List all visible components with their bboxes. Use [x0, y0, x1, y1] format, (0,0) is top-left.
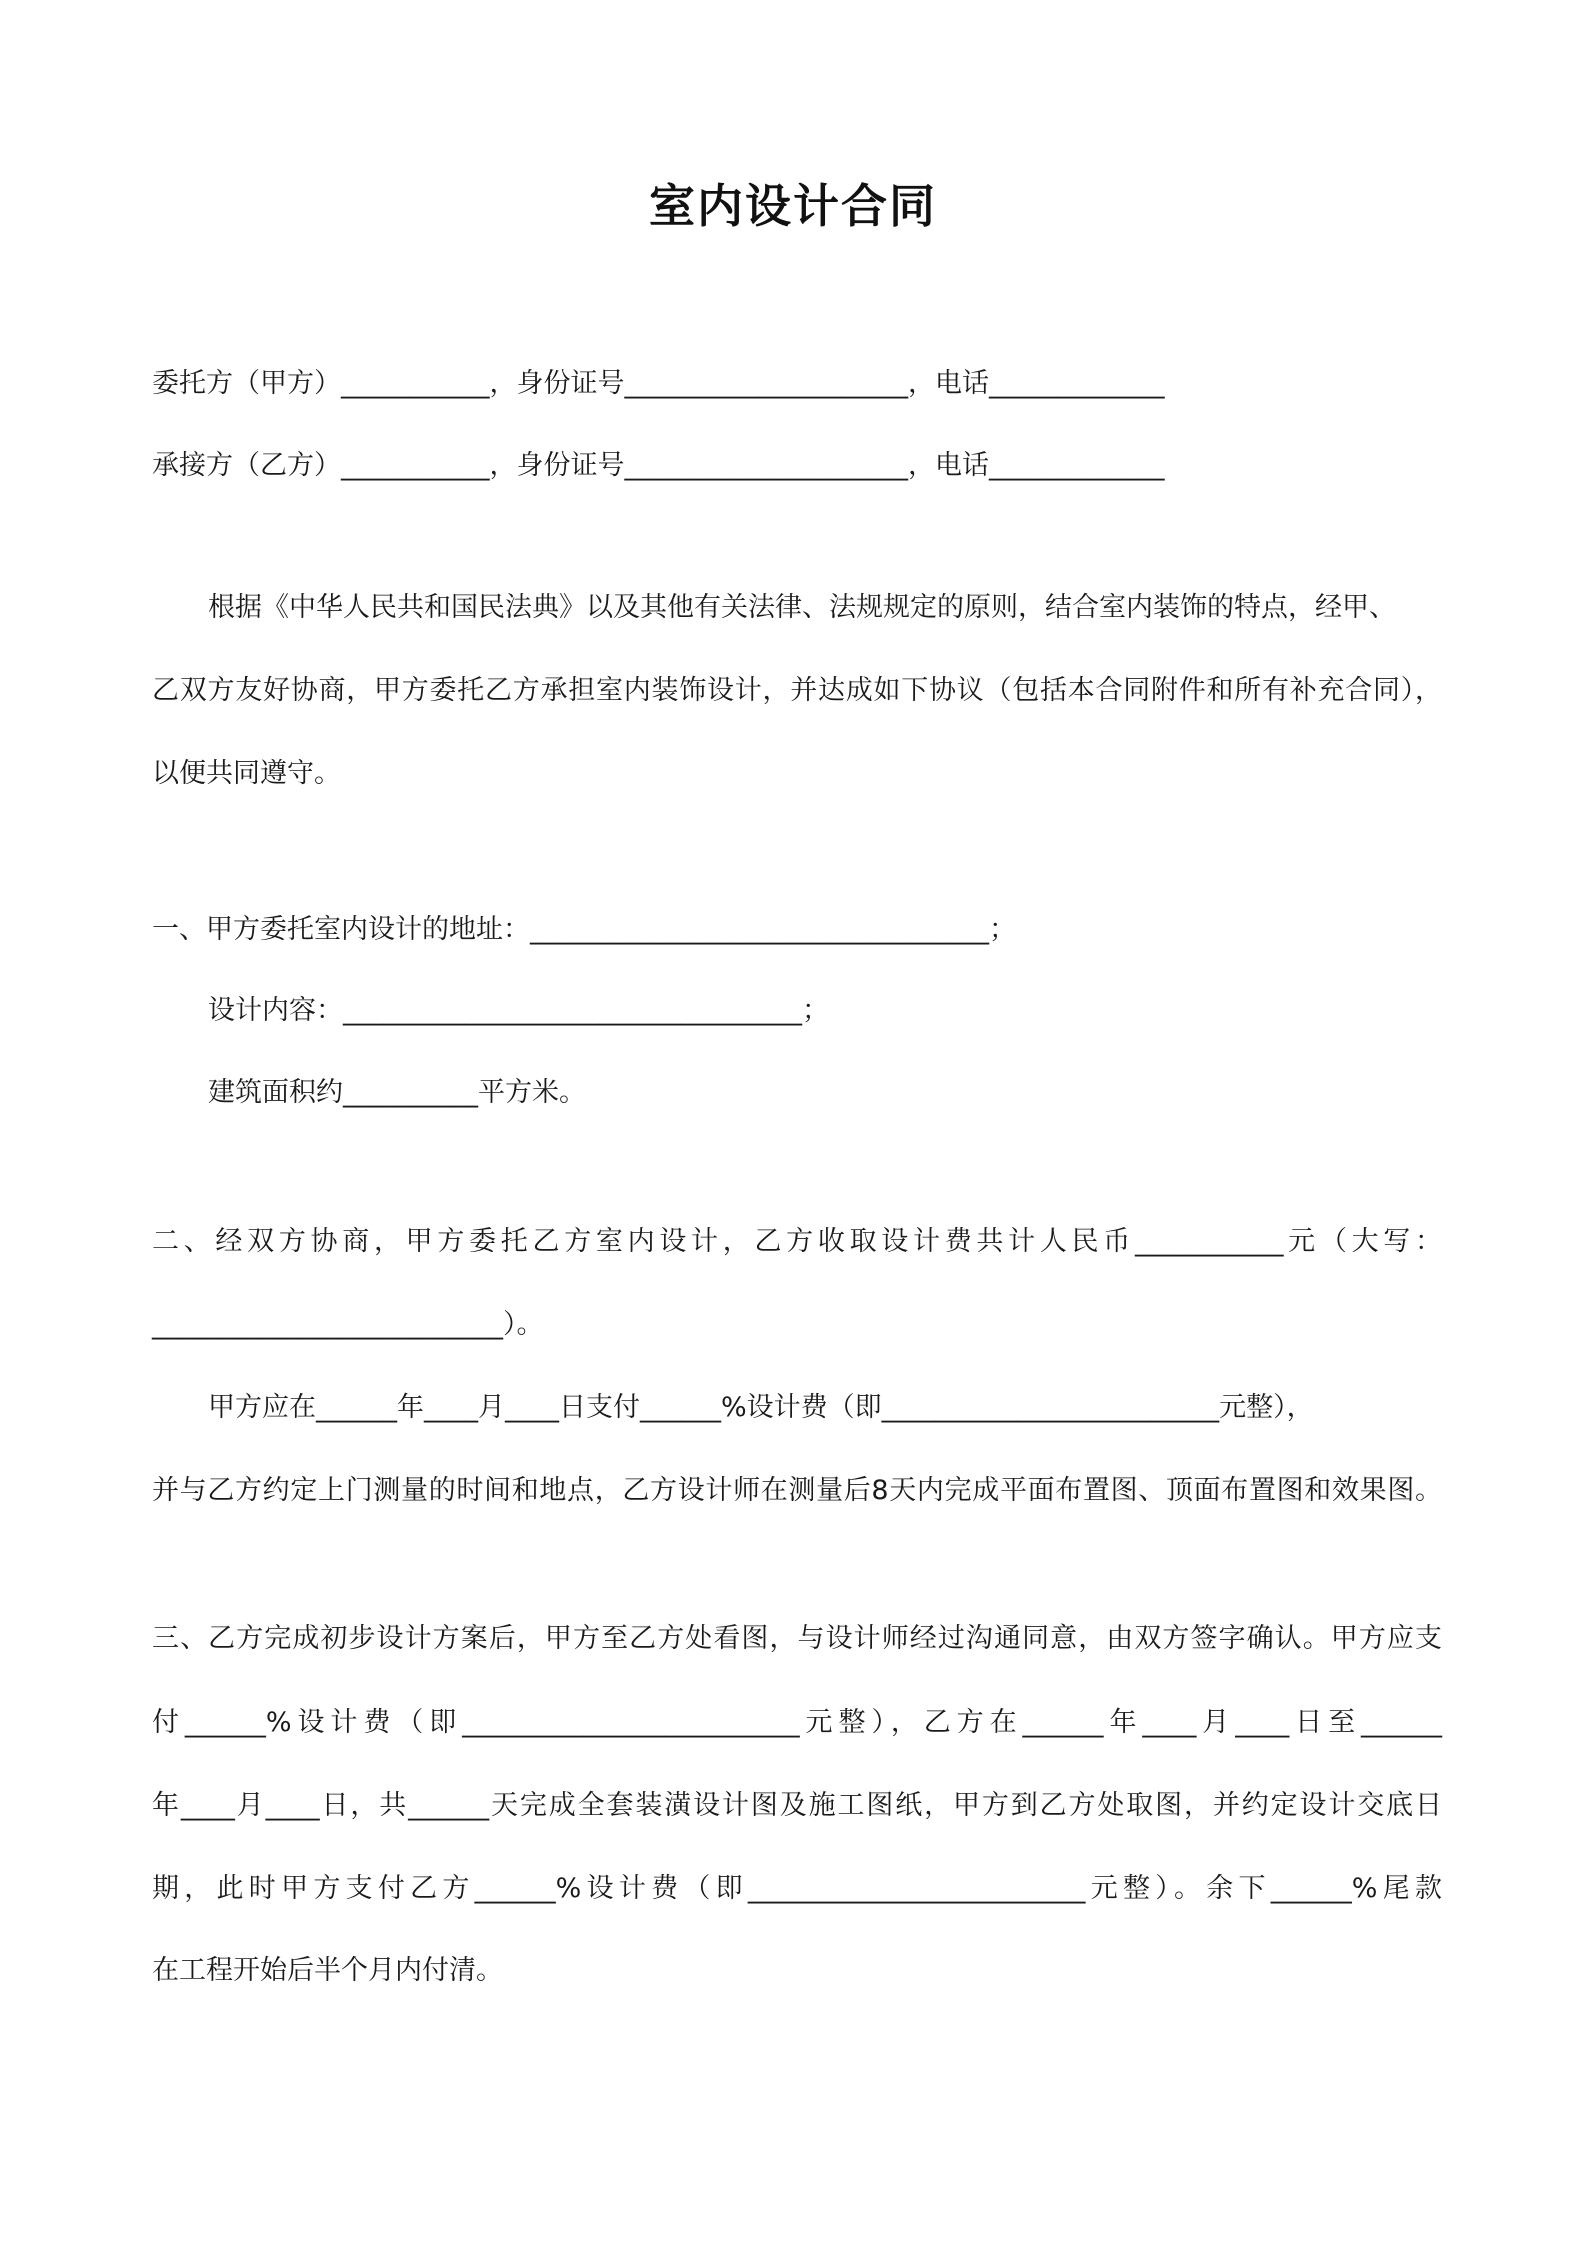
section3-line-5: 在工程开始后半个月内付清。 — [152, 1955, 503, 1986]
party-b-line: 承接方（乙方）___________，身份证号_____________________，电话_____________ — [152, 450, 1165, 481]
preamble-line-1: 根据《中华人民共和国民法典》以及其他有关法律、法规规定的原则，结合室内装饰的特点，经甲、 — [208, 592, 1396, 623]
party-a-line: 委托方（甲方）___________，身份证号_____________________，电话_____________ — [152, 368, 1165, 399]
preamble-line-3: 以便共同遵守。 — [152, 758, 341, 789]
document-title: 室内设计合同 — [649, 179, 937, 233]
section1-address-line: 一、甲方委托室内设计的地址：__________________________________； — [152, 914, 1016, 945]
section2-line-1: 二、经双方协商，甲方委托乙方室内设计，乙方收取设计费共计人民币___________元（大写： — [152, 1226, 1442, 1257]
section2-line-2: __________________________）。 — [152, 1309, 544, 1340]
section3-line-1: 三、乙方完成初步设计方案后，甲方至乙方处看图，与设计师经过沟通同意，由双方签字确认。甲方应支 — [152, 1623, 1442, 1654]
section2-line-3: 甲方应在______年____月____日支付______%设计费（即_________________________元整）， — [208, 1392, 1314, 1423]
preamble-line-2: 乙双方友好协商，甲方委托乙方承担室内装饰设计，并达成如下协议（包括本合同附件和所有补充合同）， — [152, 675, 1442, 706]
section3-line-3: 年____月____日，共______天完成全套装潢设计图及施工图纸，甲方到乙方处取图，并约定设计交底日 — [152, 1790, 1442, 1821]
section2-line-4: 并与乙方约定上门测量的时间和地点，乙方设计师在测量后8天内完成平面布置图、顶面布置图和效果图。 — [152, 1475, 1442, 1506]
section3-line-2: 付______%设计费（即_________________________元整），乙方在______年____月____日至______ — [152, 1707, 1442, 1738]
section1-content-line: 设计内容：__________________________________； — [208, 995, 829, 1026]
section1-area-line: 建筑面积约__________平方米。 — [208, 1077, 586, 1108]
section3-line-4: 期，此时甲方支付乙方______%设计费（即_________________________元整）。余下______%尾款 — [152, 1873, 1442, 1904]
